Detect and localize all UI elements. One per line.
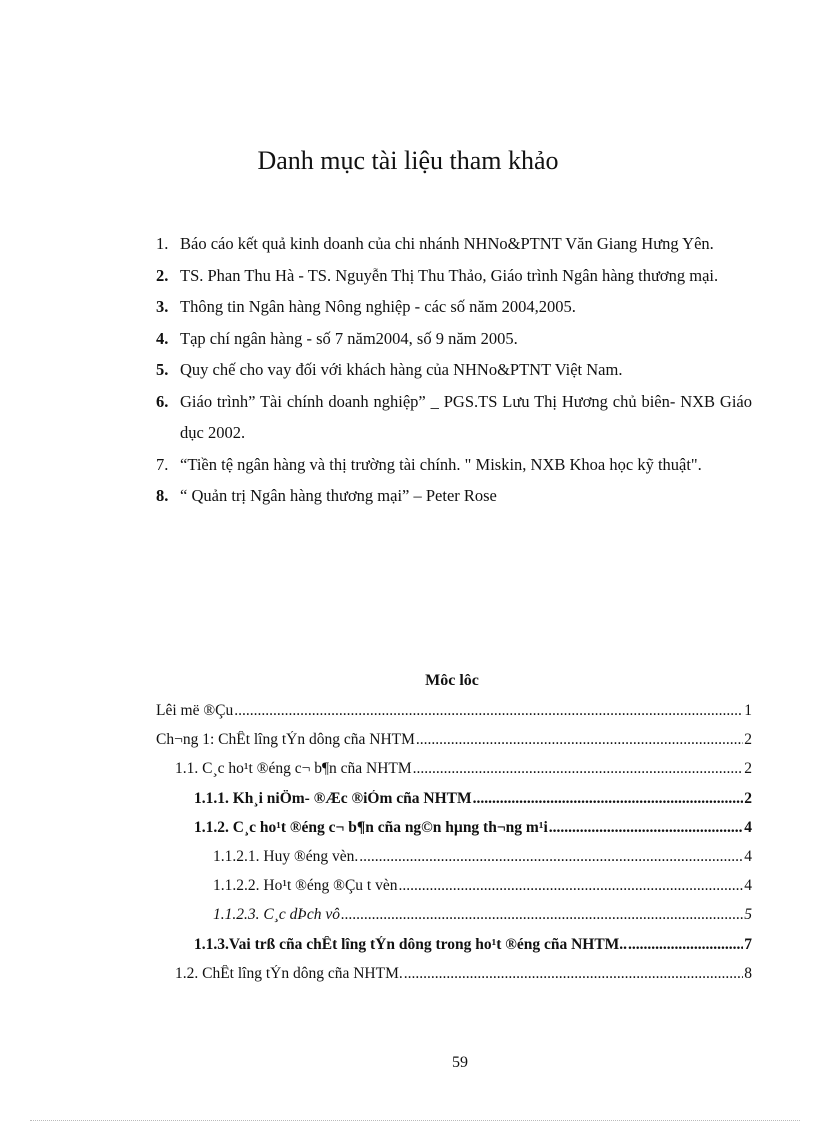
toc-entry-title: 1.1. C¸c ho¹t ®éng c¬ b¶n cña NHTM [175, 760, 412, 778]
page-title: Danh mục tài liệu tham khảo [257, 146, 559, 175]
reference-item [156, 228, 752, 260]
reference-number: 2. [156, 265, 169, 285]
toc-entry-title: 1.1.2.3. C¸c dÞch vô [213, 906, 340, 924]
toc-leader-dots [404, 965, 744, 983]
toc-page-number: 8 [744, 964, 752, 982]
toc-entry [156, 731, 752, 760]
toc-entry [156, 877, 752, 906]
toc-leader-dots [416, 731, 743, 749]
toc-leader-dots [398, 877, 743, 895]
reference-item [156, 291, 752, 323]
toc-entry-title: 1.1.3.Vai trß cña chÊt lîng tÝn dông trong ho¹t ®éng cña NHTM.. [194, 935, 628, 953]
reference-text: Báo cáo kết quả kinh doanh của chi nhánh NHNo&PTNT Văn Giang Hưng Yên. [180, 234, 714, 253]
toc-entry [156, 848, 752, 877]
toc-entry [156, 790, 752, 819]
toc-entry [156, 906, 752, 935]
toc-entry-title: Lêi më ®Çu [156, 702, 234, 719]
toc-leader-dots [549, 819, 743, 837]
toc-page-number: 2 [744, 731, 752, 749]
toc-page-number: 4 [744, 877, 752, 895]
toc-leader-dots [413, 760, 744, 778]
toc-entry [156, 819, 752, 848]
toc-entry [156, 936, 752, 965]
toc-entry-title: 1.1.2. C¸c ho¹t ®éng c¬ b¶n cña ng©n hµng th¬ng m¹i [194, 818, 548, 836]
table-of-contents [156, 702, 752, 994]
toc-page-number: 4 [744, 818, 752, 836]
toc-entry-title: 1.2. ChÊt lîng tÝn dông cña NHTM. [175, 964, 403, 982]
toc-leader-dots [359, 848, 743, 866]
toc-page-number: 5 [744, 906, 752, 924]
reference-number: 1. [156, 234, 169, 253]
toc-leader-dots [341, 906, 743, 924]
reference-number: 8. [156, 486, 169, 505]
reference-text: TS. Phan Thu Hà - TS. Nguyễn Thị Thu Thảo, Giáo trình Ngân hàng thương mại. [180, 265, 719, 285]
toc-leader-dots [234, 702, 743, 720]
reference-text: Thông tin Ngân hàng Nông nghiệp - các số năm 2004,2005. [180, 297, 576, 316]
toc-page-number: 4 [744, 847, 752, 865]
toc-entry-title: Ch¬ng 1: ChÊt lîng tÝn dông cña NHTM [156, 731, 415, 749]
toc-leader-dots [628, 936, 743, 954]
reference-number: 5. [156, 360, 169, 379]
toc-page-number: 1 [744, 702, 752, 719]
reference-item [156, 386, 752, 449]
toc-entry [156, 702, 752, 731]
toc-entry-title: 1.1.1. Kh¸i niÖm- ®Æc ®iÓm cña NHTM [194, 789, 472, 807]
reference-number: 3. [156, 297, 169, 316]
reference-list [156, 228, 752, 512]
toc-entry-title: 1.1.2.2. Ho¹t ®éng ®Çu t vèn [213, 877, 398, 895]
reference-number: 6. [156, 391, 169, 411]
reference-text: Tạp chí ngân hàng - số 7 năm2004, số 9 năm 2005. [180, 328, 518, 348]
reference-item [156, 354, 752, 386]
toc-heading: Môc lôc [425, 672, 479, 689]
reference-item [156, 323, 752, 355]
reference-number: 7. [156, 454, 169, 474]
reference-text: “Tiền tệ ngân hàng và thị trường tài chính. " Miskin, NXB Khoa học kỹ thuật". [180, 454, 702, 474]
reference-number: 4. [156, 328, 169, 348]
reference-item [156, 480, 752, 512]
reference-text: Quy chế cho vay đối với khách hàng của NHNo&PTNT Việt Nam. [180, 360, 623, 379]
reference-text: “ Quản trị Ngân hàng thương mại” – Peter Rose [180, 486, 497, 505]
toc-page-number: 2 [744, 760, 752, 778]
reference-item [156, 449, 752, 481]
toc-page-number: 2 [744, 789, 752, 807]
toc-page-number: 7 [744, 935, 752, 953]
toc-entry [156, 760, 752, 789]
reference-item [156, 260, 752, 292]
page-number: 59 [452, 1054, 468, 1071]
toc-entry [156, 965, 752, 994]
toc-entry-title: 1.1.2.1. Huy ®éng vèn. [213, 847, 359, 865]
reference-text: Giáo trình” Tài chính doanh nghiệp” _ PGS.TS Lưu Thị Hương chủ biên- NXB Giáo dục 2002. [180, 391, 752, 442]
toc-leader-dots [473, 790, 744, 808]
page-bottom-divider [30, 1120, 800, 1121]
